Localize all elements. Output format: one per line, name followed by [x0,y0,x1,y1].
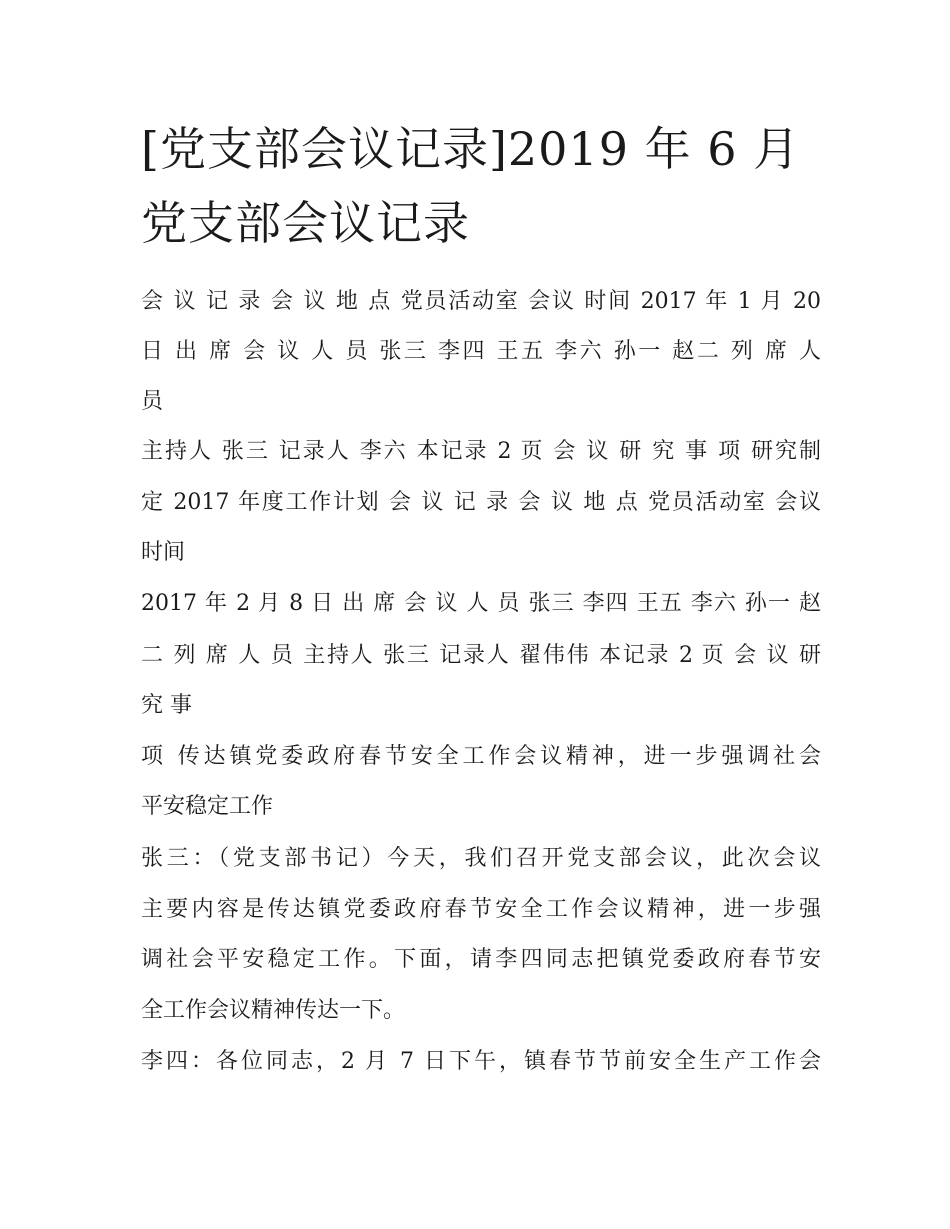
body-line-4: 主持人 张三 记录人 李六 本记录 2 页 会 议 研 究 事 项 研究制 [141,439,821,464]
body-line-11: 平安稳定工作 [141,794,274,819]
body-line-2: 日 出 席 会 议 人 员 张三 李四 王五 李六 孙一 赵二 列 席 人 [141,339,821,364]
body-line-10: 项 传达镇党委政府春节安全工作会议精神，进一步强调社会 [141,744,821,769]
body-line-8: 二 列 席 人 员 主持人 张三 记录人 翟伟伟 本记录 2 页 会 议 研 [141,643,821,668]
document-title [141,112,821,260]
body-line-9: 究 事 [141,693,192,718]
body-line-12: 张三：（党支部书记）今天，我们召开党支部会议，此次会议 [141,846,821,871]
title-line-1: [党支部会议记录]2019 年 6 月 [141,122,801,176]
body-line-14: 调社会平安稳定工作。下面，请李四同志把镇党委政府春节安 [141,947,821,972]
body-line-15: 全工作会议精神传达一下。 [141,998,406,1023]
body-line-1: 会 议 记 录 会 议 地 点 党员活动室 会议 时间 2017 年 1 月 20 [141,289,821,314]
body-line-5: 定 2017 年度工作计划 会 议 记 录 会 议 地 点 党员活动室 会议 [141,490,821,515]
body-line-7: 2017 年 2 月 8 日 出 席 会 议 人 员 张三 李四 王五 李六 孙一 赵 [141,591,821,616]
body-line-13: 主要内容是传达镇党委政府春节安全工作会议精神，进一步强 [141,897,821,922]
body-line-16: 李四：各位同志，2 月 7 日下午，镇春节节前安全生产工作会 [141,1049,821,1074]
body-line-3: 员 [141,389,164,414]
body-line-6: 时间 [141,540,186,565]
title-line-2: 党支部会议记录 [141,196,470,250]
